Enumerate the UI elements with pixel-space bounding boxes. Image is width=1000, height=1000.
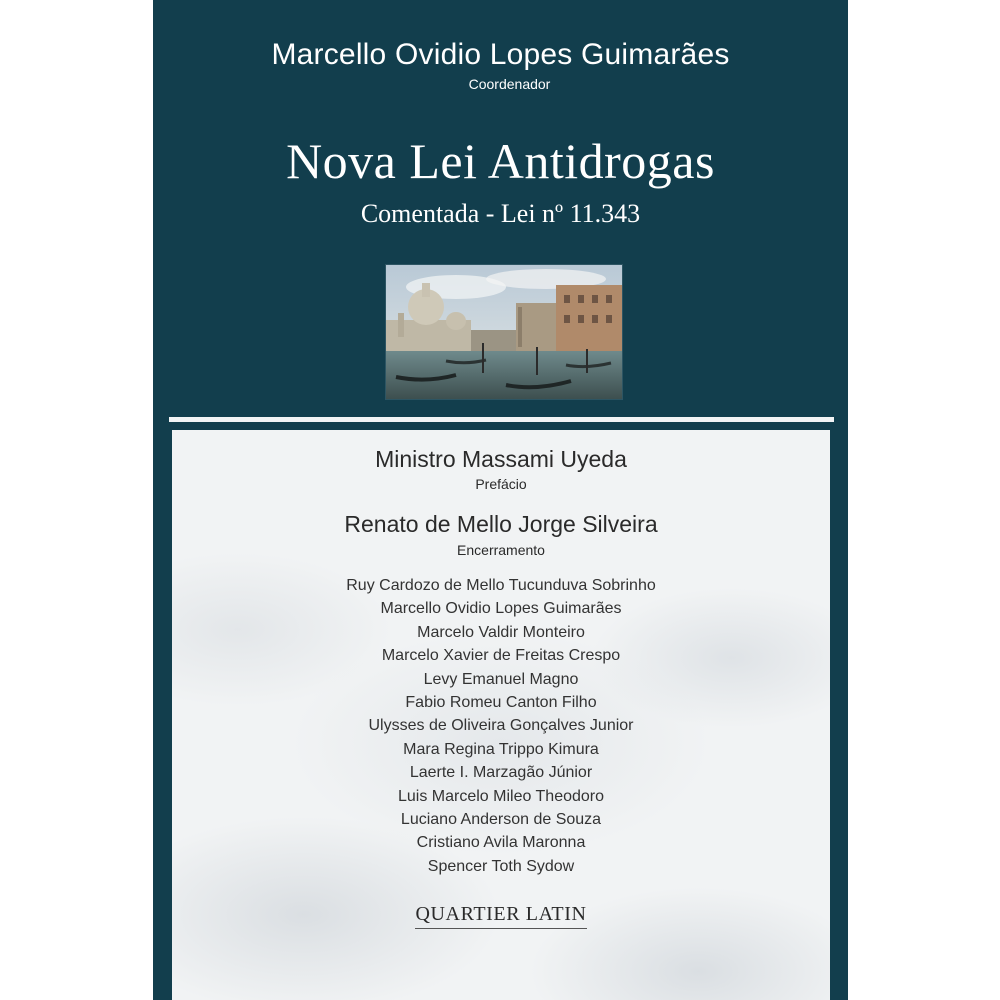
author-item: Marcello Ovidio Lopes Guimarães [380,600,622,618]
author-item: Mara Regina Trippo Kimura [403,740,599,758]
book-subtitle: Comentada - Lei nº 11.343 [360,199,641,228]
author-item: Levy Emanuel Magno [423,670,579,688]
author-item: Luis Marcelo Mileo Theodoro [397,787,605,805]
cover-divider [169,417,834,422]
author-item: Ruy Cardozo de Mello Tucunduva Sobrinho [346,577,656,594]
author-list [172,574,830,878]
publisher-name: QUARTIER LATIN [415,903,586,929]
closing-role: Encerramento [457,542,545,558]
contributors-panel [172,430,830,1000]
author-item: Luciano Anderson de Souza [400,810,602,828]
coordinator-name: Marcello Ovidio Lopes Guimarães [271,38,730,71]
painting-illustration [386,265,622,399]
preface-role: Prefácio [475,476,527,492]
author-item: Cristiano Avila Maronna [416,834,586,852]
preface-author: Ministro Massami Uyeda [375,446,627,472]
author-item: Ulysses de Oliveira Gonçalves Junior [368,717,634,735]
book-cover [153,0,848,1000]
venice-canal-painting [385,264,623,400]
author-item: Fabio Romeu Canton Filho [405,693,597,711]
cover-header [153,0,848,415]
author-item: Laerte I. Marzagão Júnior [409,764,593,782]
closing-author: Renato de Mello Jorge Silveira [344,511,658,537]
author-item: Spencer Toth Sydow [427,857,575,875]
author-item: Marcelo Valdir Monteiro [417,623,585,641]
coordinator-role: Coordenador [468,76,551,92]
book-title: Nova Lei Antidrogas [286,133,715,189]
publisher-logo [172,903,830,929]
author-item: Marcelo Xavier de Freitas Crespo [381,647,621,665]
